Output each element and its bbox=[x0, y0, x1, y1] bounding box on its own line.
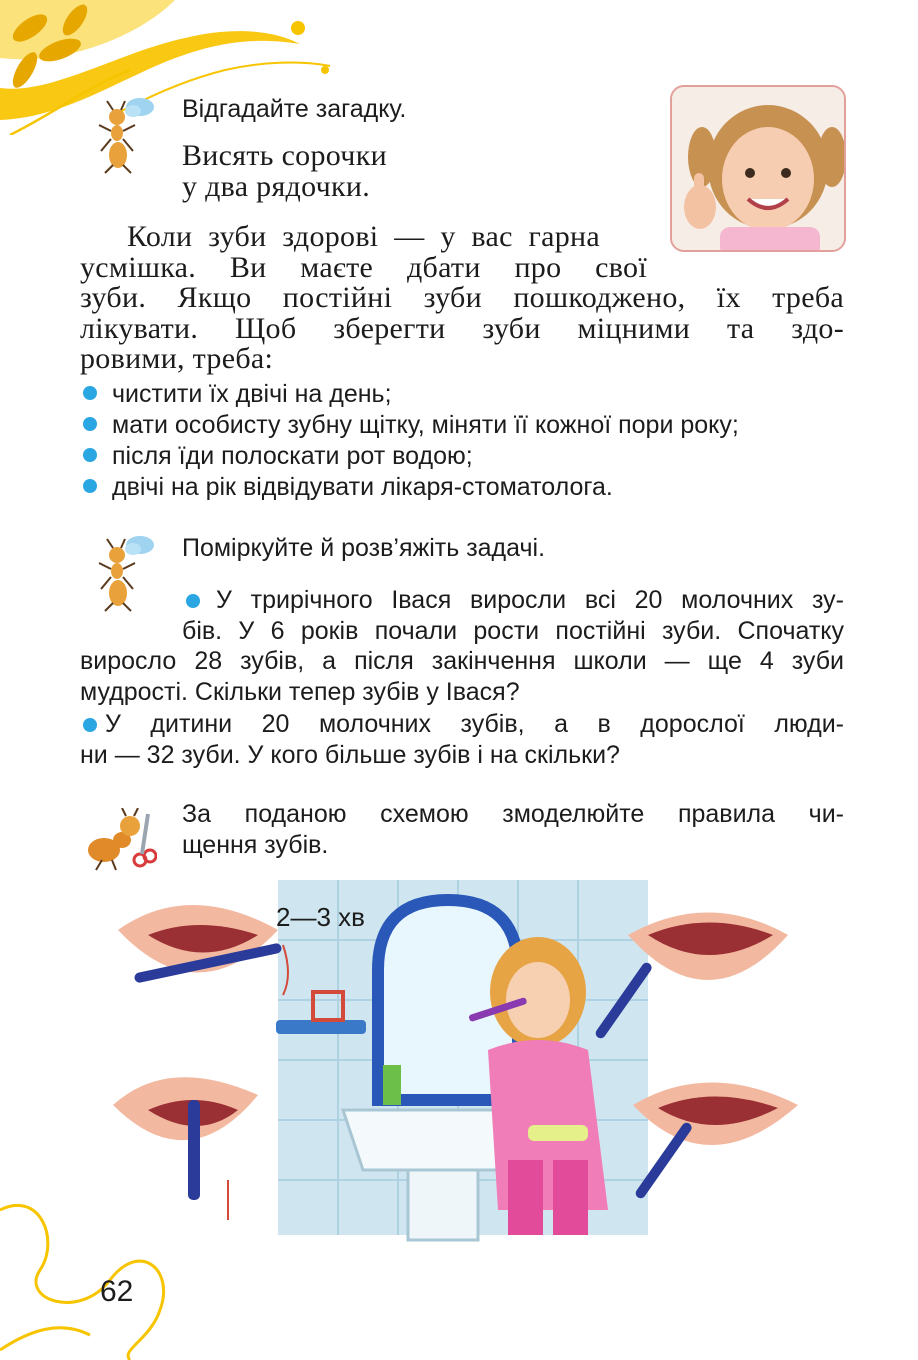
bullet-dot bbox=[83, 718, 97, 732]
task-2 bbox=[80, 709, 844, 770]
rules-list bbox=[80, 379, 739, 503]
task-1 bbox=[80, 585, 844, 707]
task-line bbox=[80, 709, 844, 740]
list-item bbox=[80, 441, 739, 472]
rule-text: двічі на рік відвідувати лікаря-стоматолога. bbox=[112, 473, 613, 501]
bullet-dot bbox=[83, 417, 97, 431]
list-item bbox=[80, 379, 739, 410]
task-line: бів. У 6 років почали рости постійні зуби. Спочатку bbox=[182, 616, 844, 645]
time-label: 2—3 хв bbox=[276, 902, 365, 932]
health-paragraph bbox=[80, 222, 844, 375]
instruction-line: щення зубів. bbox=[182, 830, 329, 859]
instruction-line: За поданою схемою змоделюйте правила чи- bbox=[182, 800, 844, 828]
task-text: У трирічного Івася виросли всі 20 молочних зу- bbox=[216, 586, 844, 614]
bullet-dot bbox=[83, 448, 97, 462]
rule-text: чистити їх двічі на день; bbox=[112, 380, 392, 408]
riddle-text bbox=[182, 141, 387, 202]
bullet-dot bbox=[186, 594, 200, 608]
rule-text: мати особисту зубну щітку, міняти її кожної пори року; bbox=[112, 411, 739, 439]
mouth-illustration bbox=[118, 905, 282, 983]
swirl-decoration bbox=[0, 1200, 180, 1360]
task-text: У дитини 20 молочних зубів, а в дорослої люди- bbox=[105, 710, 844, 738]
paragraph-line: ровими, треба: bbox=[80, 342, 274, 375]
task-line bbox=[80, 585, 844, 616]
bullet-dot bbox=[83, 386, 97, 400]
model-instruction bbox=[182, 799, 844, 860]
ant-icon bbox=[95, 95, 160, 175]
bullet-dot bbox=[83, 479, 97, 493]
task-line: мудрості. Скільки тепер зубів у Івася? bbox=[80, 677, 520, 706]
tooth-brushing-illustration bbox=[108, 880, 808, 1250]
tasks-instruction: Поміркуйте й розв’яжіть задачі. bbox=[182, 534, 546, 562]
list-item bbox=[80, 410, 739, 441]
riddle-line: Висять сорочки bbox=[182, 139, 387, 172]
paragraph-line: лікувати. Щоб зберегти зуби міцними та здо- bbox=[80, 311, 844, 345]
task-line: виросло 28 зубів, а після закінчення школи — ще 4 зуби bbox=[80, 647, 844, 675]
task-line: ни — 32 зуби. У кого більше зубів і на скільки? bbox=[80, 740, 620, 769]
rule-text: після їди полоскати рот водою; bbox=[112, 442, 473, 470]
page-number: 62 bbox=[100, 1275, 134, 1308]
riddle-line: у два рядочки. bbox=[182, 169, 371, 203]
paragraph-line: усмішка. Ви маєте дбати про свої bbox=[80, 250, 647, 284]
paragraph-line: зуби. Якщо постійні зуби пошкоджено, їх треба bbox=[80, 281, 844, 314]
riddle-instruction: Відгадайте загадку. bbox=[182, 95, 407, 123]
list-item bbox=[80, 472, 739, 503]
ant-scissors-icon bbox=[82, 808, 157, 873]
paragraph-line: Коли зуби здорові — у вас гарна bbox=[127, 220, 600, 253]
